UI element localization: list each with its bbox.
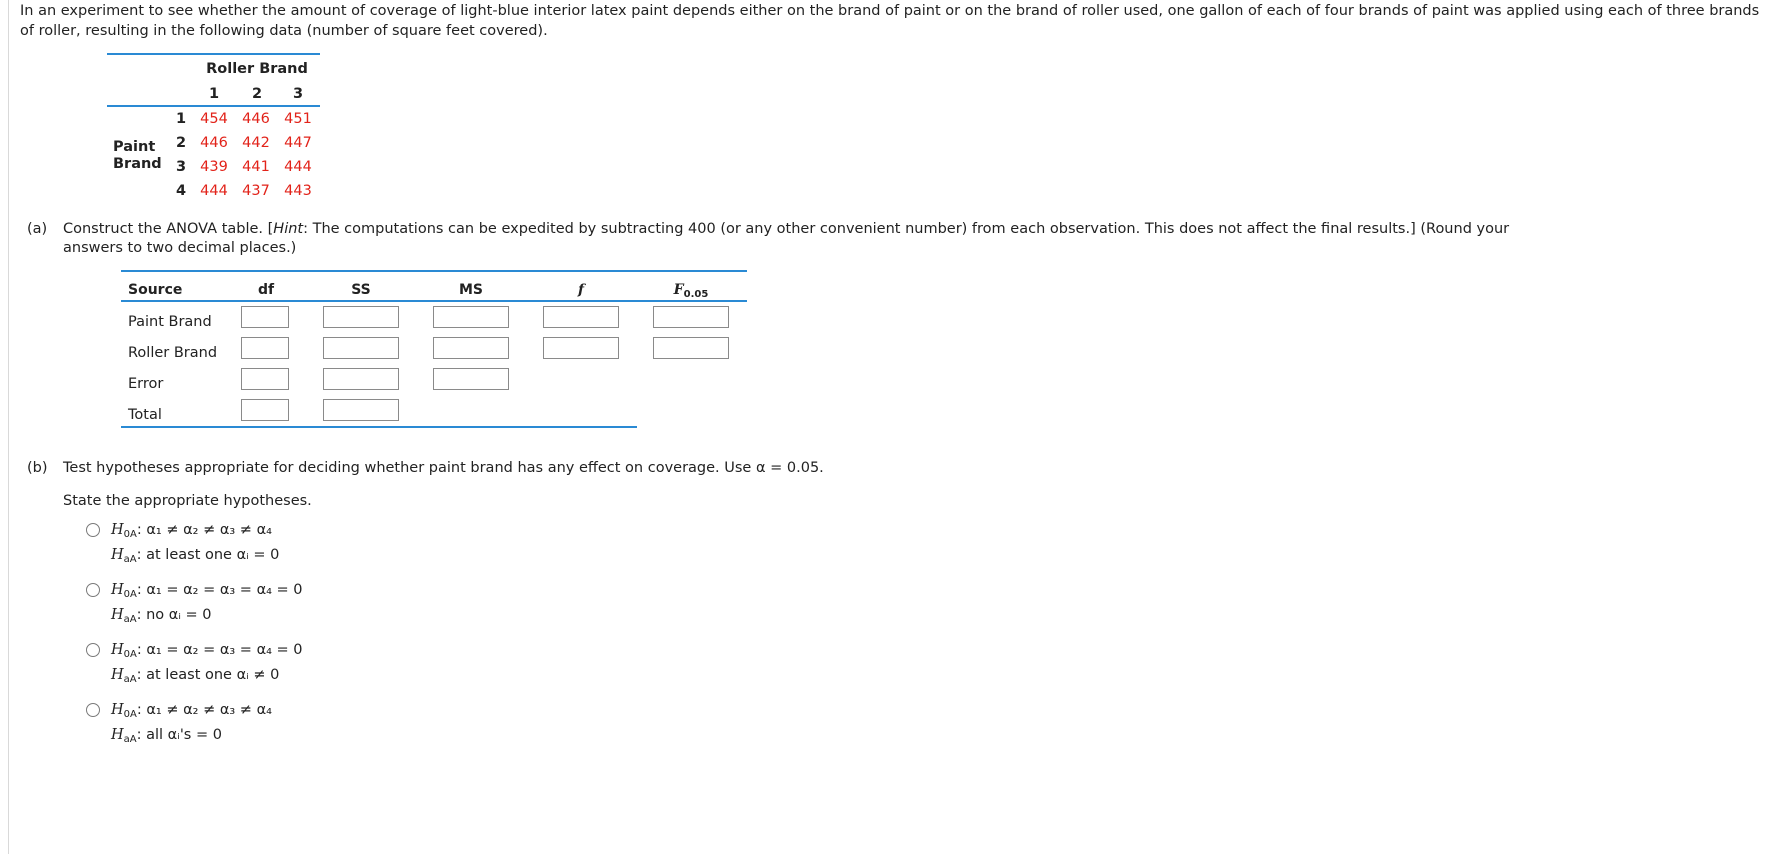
header-ss: SS: [351, 282, 371, 298]
data-cell: 454: [200, 111, 228, 127]
paint-ms-input[interactable]: [433, 306, 509, 328]
data-cell: 444: [284, 159, 312, 175]
total-df-input[interactable]: [241, 399, 289, 421]
roller-df-input[interactable]: [241, 337, 289, 359]
paint-df-input[interactable]: [241, 306, 289, 328]
anova-table: [121, 270, 747, 430]
roller-col-2: 2: [251, 86, 263, 102]
header-f-critical: [653, 280, 729, 300]
h0-statement: $H_{0A}$: α₁ = α₂ = α₃ = α₄ = 0: [111, 642, 303, 660]
data-cell: 446: [200, 135, 228, 151]
part-a-marker: (a): [27, 221, 48, 237]
anova-header-rule: [121, 300, 747, 302]
roller-brand-header: Roller Brand: [206, 61, 308, 77]
anova-top-rule: [121, 270, 747, 272]
roller-col-3: 3: [292, 86, 304, 102]
left-border: [8, 0, 9, 854]
data-cell: 441: [242, 159, 270, 175]
part-b-marker: (b): [27, 460, 48, 476]
h0-statement: $H_{0A}$: α₁ ≠ α₂ ≠ α₃ ≠ α₄: [111, 702, 272, 720]
paint-label: Paint: [113, 139, 156, 155]
state-hypotheses-prompt: State the appropriate hypotheses.: [63, 493, 312, 509]
row-label-roller-brand: Roller Brand: [128, 345, 218, 361]
paint-ss-input[interactable]: [323, 306, 399, 328]
data-cell: 439: [200, 159, 228, 175]
roller-col-1: 1: [208, 86, 220, 102]
radio-button[interactable]: [86, 583, 100, 597]
table-header-rule: [107, 105, 320, 107]
row-label-error: Error: [128, 376, 164, 392]
part-a-instructions: [63, 219, 1753, 239]
header-f-critical-sub: 0.05: [683, 289, 709, 300]
table-top-rule: [107, 53, 320, 55]
part-b-instructions: Test hypotheses appropriate for deciding whether paint brand has any effect on coverage. Use α = 0.05.: [63, 460, 824, 476]
error-ss-input[interactable]: [323, 368, 399, 390]
header-source: Source: [128, 282, 183, 298]
hint-label: Hint: [273, 221, 304, 237]
header-f: f: [577, 282, 585, 298]
data-cell: 442: [242, 135, 270, 151]
row-label-paint-brand: Paint Brand: [128, 314, 212, 330]
roller-ms-input[interactable]: [433, 337, 509, 359]
brand-label: Brand: [113, 156, 162, 172]
header-f-critical-symbol: F: [673, 282, 684, 298]
part-a-text-before: Construct the ANOVA table. [: [63, 221, 274, 237]
data-cell: 437: [242, 183, 270, 199]
part-a-text-after: : The computations can be expedited by subtracting 400 (or any other convenient number) from each observation. This does not affect the final results.] (Round your: [303, 221, 1510, 237]
total-ss-input[interactable]: [323, 399, 399, 421]
data-cell: 447: [284, 135, 312, 151]
ha-statement: $H_{aA}$: at least one αᵢ = 0: [111, 547, 280, 565]
radio-button[interactable]: [86, 703, 100, 717]
paint-fcrit-input[interactable]: [653, 306, 729, 328]
ha-statement: $H_{aA}$: no αᵢ = 0: [111, 607, 212, 625]
error-ms-input[interactable]: [433, 368, 509, 390]
data-cell: 451: [284, 111, 312, 127]
row-label-total: Total: [128, 407, 162, 423]
anova-bottom-rule: [121, 426, 637, 428]
data-cell: 443: [284, 183, 312, 199]
paint-f-input[interactable]: [543, 306, 619, 328]
header-df: df: [257, 282, 275, 298]
part-a-instructions-line2: answers to two decimal places.): [63, 240, 297, 256]
roller-f-input[interactable]: [543, 337, 619, 359]
paint-row-label: 1: [175, 111, 187, 127]
paint-row-label: 3: [175, 159, 187, 175]
data-cell: 446: [242, 111, 270, 127]
roller-ss-input[interactable]: [323, 337, 399, 359]
roller-fcrit-input[interactable]: [653, 337, 729, 359]
paint-row-label: 2: [175, 135, 187, 151]
ha-statement: $H_{aA}$: all αᵢ's = 0: [111, 727, 222, 745]
radio-button[interactable]: [86, 523, 100, 537]
h0-statement: $H_{0A}$: α₁ = α₂ = α₃ = α₄ = 0: [111, 582, 303, 600]
header-ms: MS: [458, 282, 483, 298]
radio-button[interactable]: [86, 643, 100, 657]
ha-statement: $H_{aA}$: at least one αᵢ ≠ 0: [111, 667, 280, 685]
paint-row-label: 4: [175, 183, 187, 199]
error-df-input[interactable]: [241, 368, 289, 390]
data-cell: 444: [200, 183, 228, 199]
h0-statement: $H_{0A}$: α₁ ≠ α₂ ≠ α₃ ≠ α₄: [111, 522, 272, 540]
problem-intro: In an experiment to see whether the amount of coverage of light-blue interior latex paint depends either on the brand of paint or on the brand of roller used, one gallon of each of four brands of paint was applied using each of three brands of roller, resulting in the following data (number of square feet covered).: [20, 3, 1760, 39]
